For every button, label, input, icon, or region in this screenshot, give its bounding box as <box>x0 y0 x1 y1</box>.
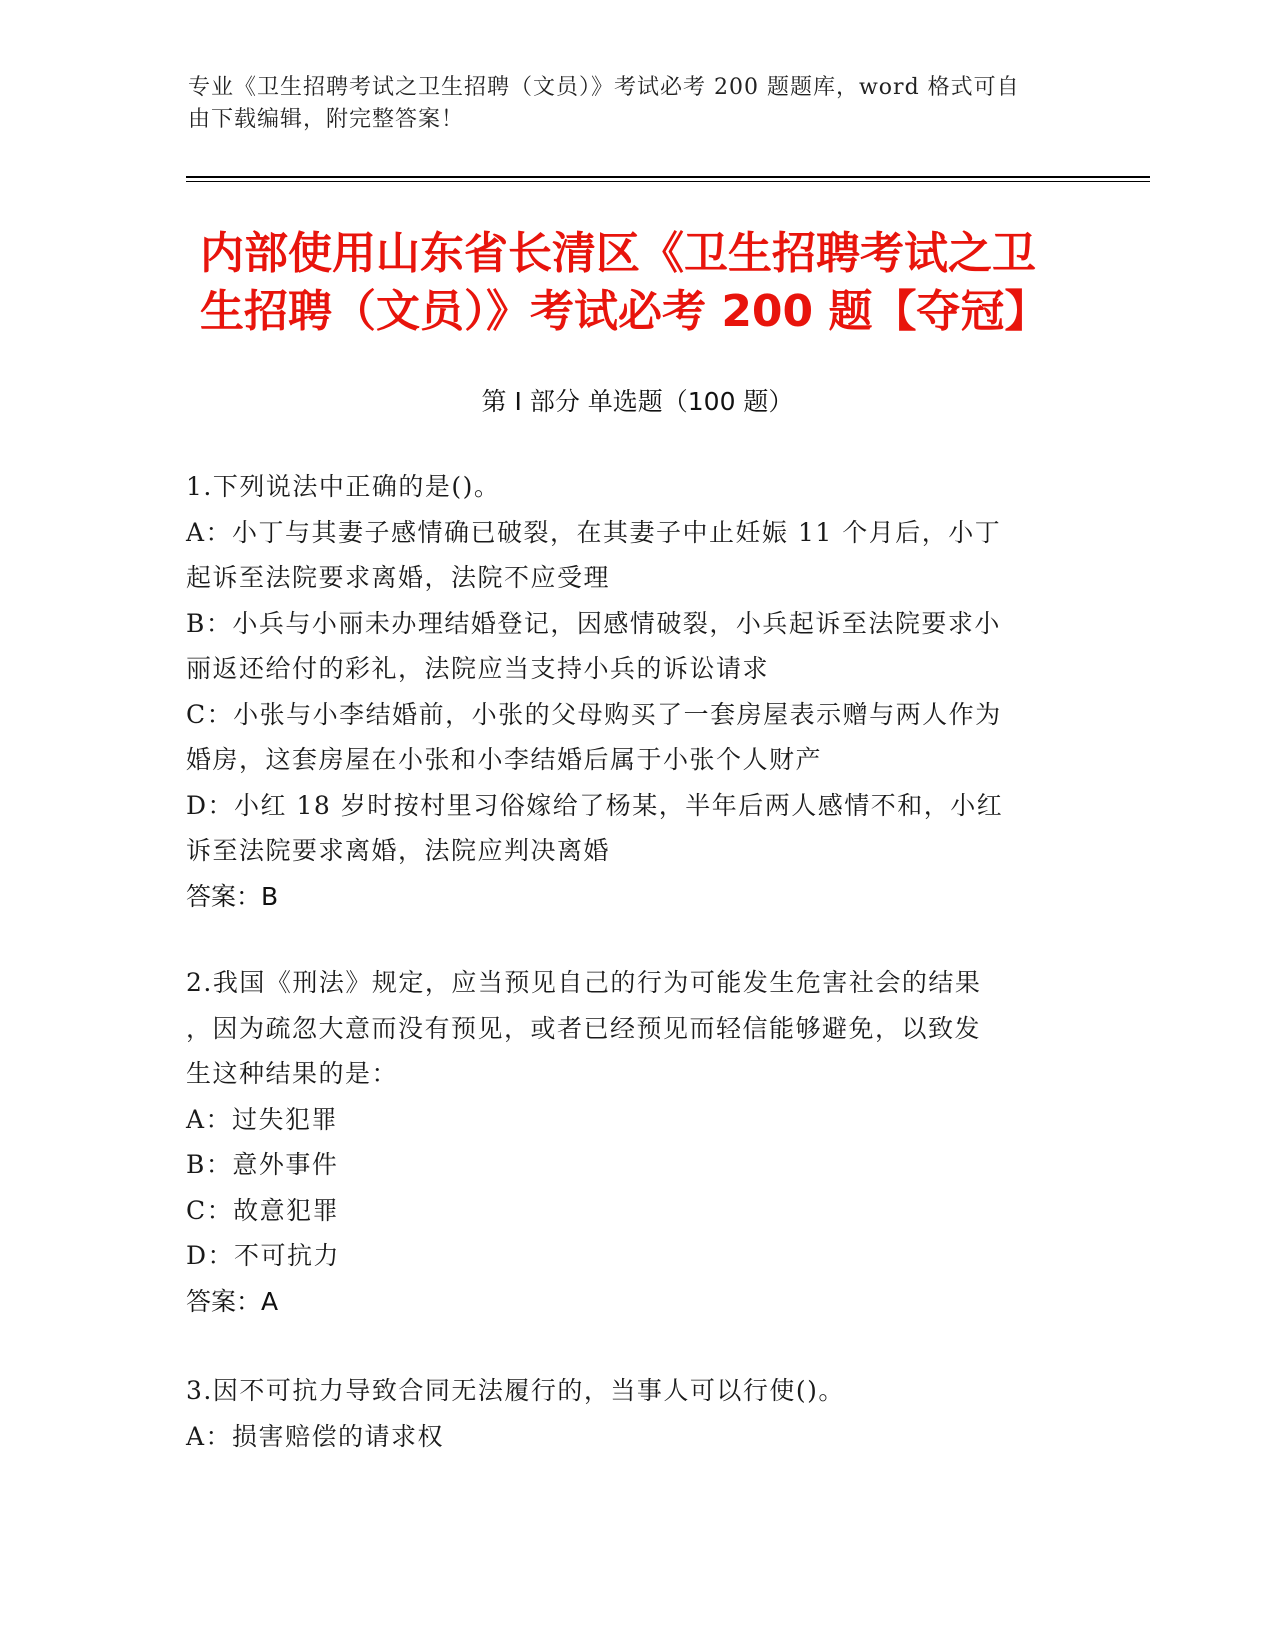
header-note-line-1: 专业《卫生招聘考试之卫生招聘（文员）》考试必考 200 题题库，word 格式可自 <box>188 75 1020 100</box>
question-3-option-a: A：损害赔偿的请求权 <box>186 1421 445 1451</box>
question-2-option-a: A：过失犯罪 <box>186 1104 339 1134</box>
question-2-option-b: B：意外事件 <box>186 1150 339 1179</box>
question-2-option-d: D：不可抗力 <box>186 1241 341 1270</box>
question-1-stem: 1.下列说法中正确的是()。 <box>186 472 501 501</box>
question-1-option-a: A：小丁与其妻子感情确已破裂，在其妻子中止妊娠 11 个月后，小丁 <box>186 517 1002 547</box>
header-divider-thick <box>186 176 1150 178</box>
question-1-option-b: B：小兵与小丽未办理结婚登记，因感情破裂，小兵起诉至法院要求小 <box>186 608 1001 638</box>
question-1-option-d: D：小红 18 岁时按村里习俗嫁给了杨某，半年后两人感情不和，小红 <box>186 790 1004 820</box>
document-title <box>200 225 1090 341</box>
question-3-stem: 3.因不可抗力导致合同无法履行的，当事人可以行使()。 <box>186 1376 845 1405</box>
header-note <box>188 72 1068 136</box>
question-2-option-c: C：故意犯罪 <box>186 1195 340 1225</box>
question-3 <box>186 1368 1066 1459</box>
header-note-line-2: 由下载编辑，附完整答案！ <box>188 107 465 132</box>
question-1-option-d-cont: 诉至法院要求离婚，法院应判决离婚 <box>186 836 611 865</box>
question-1-option-c-cont: 婚房，这套房屋在小张和小李结婚后属于小张个人财产 <box>186 745 823 774</box>
document-title-line-1: 内部使用山东省长清区《卫生招聘考试之卫 <box>200 228 1036 279</box>
header-divider-thin <box>186 181 1150 182</box>
question-2-answer: 答案：A <box>186 1286 279 1316</box>
question-1-answer: 答案：B <box>186 881 279 911</box>
question-1-option-c: C：小张与小李结婚前，小张的父母购买了一套房屋表示赠与两人作为 <box>186 699 1002 729</box>
question-2-stem-cont-2: 生这种结果的是： <box>186 1059 399 1088</box>
question-2-stem-cont-1: ，因为疏忽大意而没有预见，或者已经预见而轻信能够避免，以致发 <box>186 1013 982 1043</box>
section-heading: 第 I 部分 单选题（100 题） <box>481 387 794 416</box>
document-title-line-2: 生招聘（文员）》考试必考 200 题【夺冠】 <box>200 286 1049 337</box>
question-1 <box>186 464 1066 919</box>
question-1-option-b-cont: 丽返还给付的彩礼，法院应当支持小兵的诉讼请求 <box>186 654 770 683</box>
question-2-stem: 2.我国《刑法》规定，应当预见自己的行为可能发生危害社会的结果 <box>186 968 982 997</box>
question-1-option-a-cont: 起诉至法院要求离婚，法院不应受理 <box>186 563 611 592</box>
question-2 <box>186 960 1066 1324</box>
